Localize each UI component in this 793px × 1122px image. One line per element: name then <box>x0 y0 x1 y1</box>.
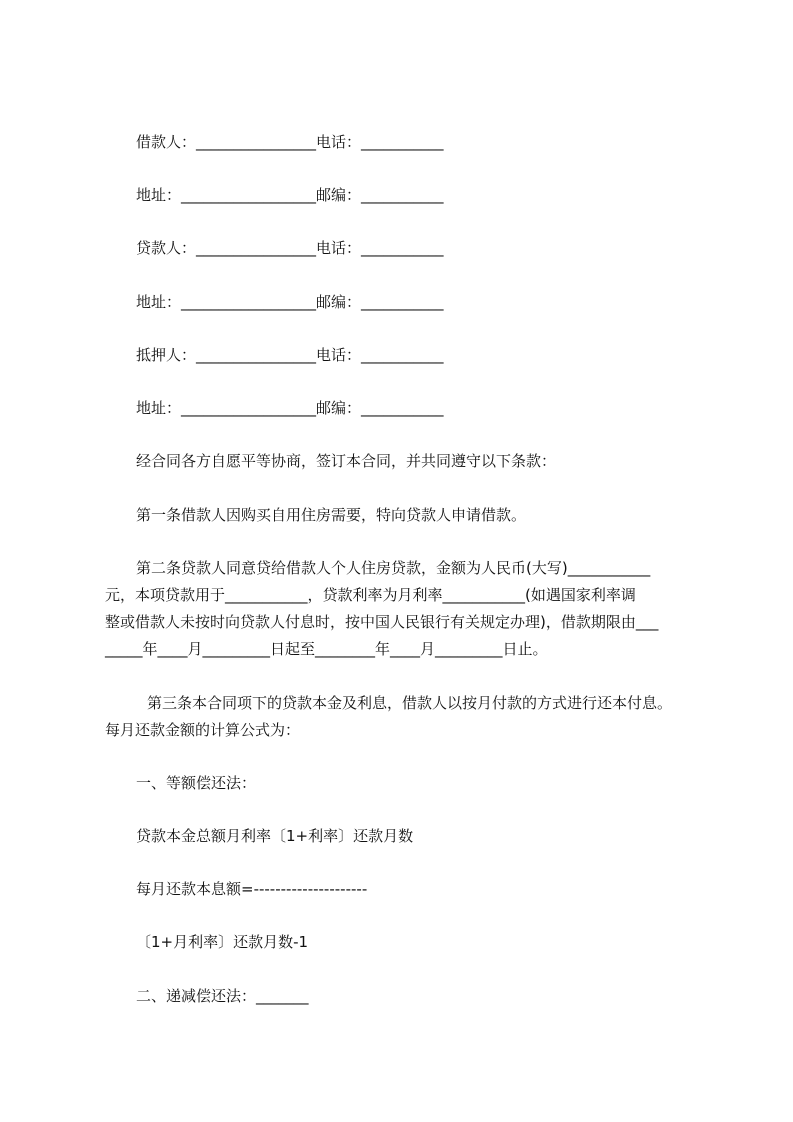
party-label: 借款人： <box>136 133 197 151</box>
party-label: 地址： <box>136 399 182 417</box>
phone-label: 电话： <box>316 346 362 364</box>
party-field: __________________ <box>181 186 317 204</box>
article-3 <box>105 693 672 747</box>
article-1: 第一条借款人因购买自用住房需要，特向贷款人申请借款。 <box>136 506 527 524</box>
phone-field: ___________ <box>361 239 444 257</box>
postcode-label: 邮编： <box>316 293 362 311</box>
party-label: 地址： <box>136 293 182 311</box>
party-borrower-address-row <box>136 185 444 205</box>
article-2 <box>105 558 658 666</box>
article-3-line: 每月还款金额的计算公式为： <box>105 721 301 739</box>
party-label: 抵押人： <box>136 346 197 364</box>
party-borrower-row <box>136 132 444 152</box>
article-2-line: 第二条贷款人同意贷给借款人个人住房贷款，金额为人民币(大写)___________ <box>136 559 651 577</box>
phone-field: ___________ <box>361 346 444 364</box>
article-2-line: _____年____月_________日起至________年____月_________日止。 <box>105 640 548 658</box>
party-mortgagor-address-row <box>136 398 444 418</box>
party-label: 地址： <box>136 186 182 204</box>
postcode-field: ___________ <box>361 293 444 311</box>
postcode-field: ___________ <box>361 186 444 204</box>
party-field: ________________ <box>196 133 317 151</box>
party-lender-address-row <box>136 292 444 312</box>
formula-main: 每月还款本息额=--------------------- <box>136 880 368 898</box>
party-field: ________________ <box>196 346 317 364</box>
phone-field: ___________ <box>361 133 444 151</box>
phone-label: 电话： <box>316 133 362 151</box>
party-label: 贷款人： <box>136 239 197 257</box>
postcode-label: 邮编： <box>316 399 362 417</box>
method-1-title: 一、等额偿还法： <box>136 774 257 792</box>
phone-label: 电话： <box>316 239 362 257</box>
intro-text: 经合同各方自愿平等协商，签订本合同，并共同遵守以下条款： <box>136 452 557 470</box>
formula-numerator: 贷款本金总额月利率〔1+利率〕还款月数 <box>136 827 414 845</box>
method-2-title: 二、递减偿还法：_______ <box>136 987 309 1005</box>
party-lender-row <box>136 238 444 258</box>
party-field: ________________ <box>196 239 317 257</box>
postcode-label: 邮编： <box>316 186 362 204</box>
party-field: __________________ <box>181 399 317 417</box>
postcode-field: ___________ <box>361 399 444 417</box>
article-3-line: 第三条本合同项下的贷款本金及利息，借款人以按月付款的方式进行还本付息。 <box>147 694 673 712</box>
article-2-line: 整或借款人未按时向贷款人付息时，按中国人民银行有关规定办理)，借款期限由___ <box>105 613 659 631</box>
party-field: __________________ <box>181 293 317 311</box>
party-mortgagor-row <box>136 345 444 365</box>
formula-denominator: 〔1+月利率〕还款月数-1 <box>136 933 309 951</box>
article-2-line: 元，本项贷款用于___________，贷款利率为月利率___________(如遇国家利率调 <box>105 586 636 604</box>
